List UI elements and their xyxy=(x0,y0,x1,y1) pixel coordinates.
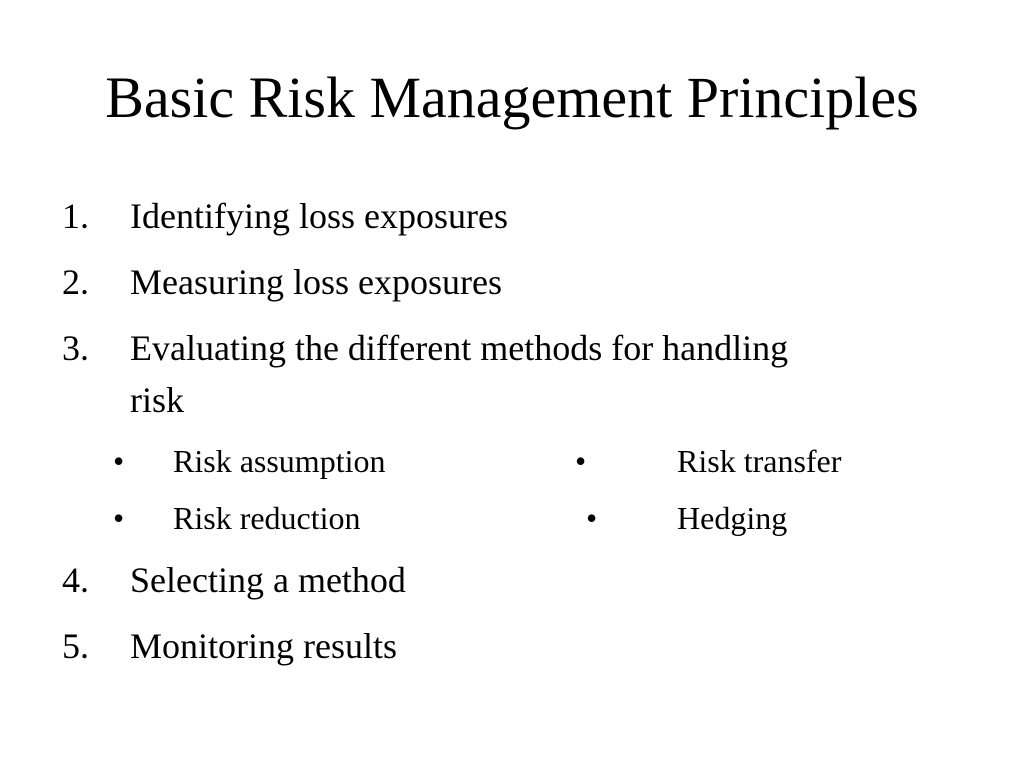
list-number: 4. xyxy=(62,560,89,600)
method-label: Risk transfer xyxy=(677,443,842,479)
list-item-text: Evaluating the different methods for handling xyxy=(130,328,789,368)
bullet-icon: • xyxy=(586,500,598,536)
bullet-icon: • xyxy=(113,500,125,536)
bullet-icon: • xyxy=(113,443,125,479)
method-label: Risk assumption xyxy=(173,443,386,479)
method-label: Risk reduction xyxy=(173,500,361,536)
list-item-text: Monitoring results xyxy=(130,626,397,666)
bullet-icon: • xyxy=(575,443,587,479)
list-number: 1. xyxy=(62,196,89,236)
list-number: 3. xyxy=(62,328,89,368)
list-item-text: Identifying loss exposures xyxy=(130,196,508,236)
list-item-text: Measuring loss exposures xyxy=(130,262,502,302)
method-label: Hedging xyxy=(677,500,788,536)
list-number: 5. xyxy=(62,626,89,666)
list-number: 2. xyxy=(62,262,89,302)
list-item-text-continuation: risk xyxy=(130,380,184,420)
slide-title: Basic Risk Management Principles xyxy=(105,65,919,130)
list-item-text: Selecting a method xyxy=(130,560,406,600)
